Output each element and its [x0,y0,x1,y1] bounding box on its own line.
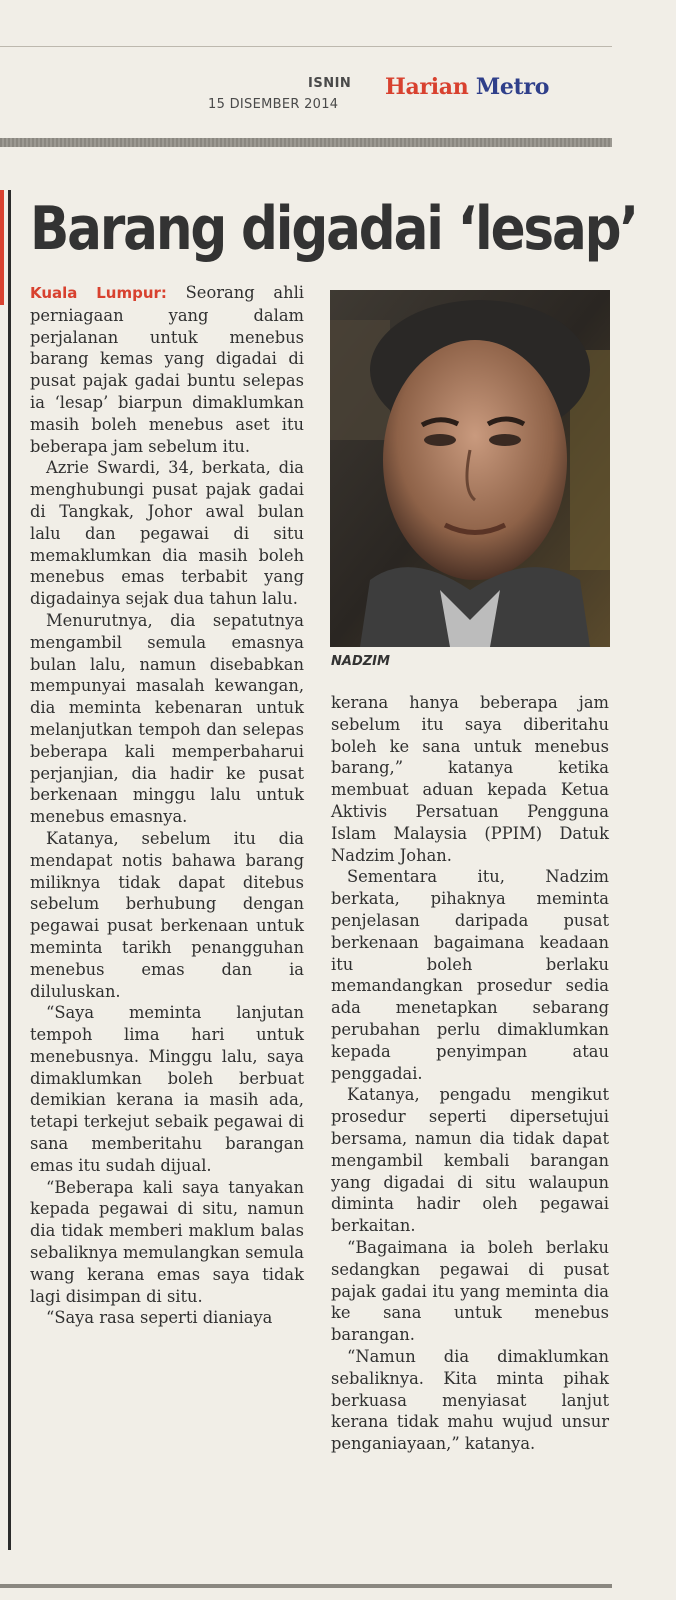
paragraph: Katanya, sebelum itu dia mendapat notis bahawa barang miliknya tidak dapat ditebus sebelum berhubung dengan pegawai pusat berkenaan untuk meminta tarikh penangguhan menebus emas dan ia diluluskan. [30,828,304,1001]
section-marker [0,190,4,305]
paragraph: “Saya meminta lanjutan tempoh lima hari untuk menebusnya. Minggu lalu, saya dimaklumkan boleh berbuat demikian kerana ia masih ada, tetapi terkejut sebaik pegawai di sana memberitahu barangan emas itu sudah dijual. [30,1003,304,1175]
portrait-illustration [330,290,610,647]
logo-harian: Harian [385,74,469,100]
paragraph: “Saya rasa seperti dianiaya [46,1308,273,1328]
column-rule [8,190,11,1550]
masthead-rule [0,138,612,147]
masthead-date: 15 DISEMBER 2014 [208,97,339,112]
paragraph: Menurutnya, dia sepatutnya mengambil semula emasnya bulan lalu, namun disebabkan mempunyai masalah kewangan, dia meminta kebenaran untuk melanjutkan tempoh dan selepas beberapa kali memperbaharui perjanjian, dia hadir ke pusat berkenaan minggu lalu untuk menebus emasnya. [30,610,304,827]
paragraph: “Bagaimana ia boleh berlaku sedangkan pegawai di pusat pajak gadai itu yang meminta dia ke sana untuk menebus barangan. [331,1237,609,1345]
paragraph: kerana hanya beberapa jam sebelum itu saya diberitahu boleh ke sana untuk menebus barang,” katanya ketika membuat aduan kepada Ketua Aktivis Persatuan Pengguna Islam Malaysia (PPIM) Datuk Nadzim Johan. [331,693,609,865]
article-headline: Barang digadai ‘lesap’ [30,194,637,264]
paragraph: Katanya, pengadu mengikut prosedur seperti dipersetujui bersama, namun dia tidak dapat mengambil kembali barangan yang digadai di situ walaupun diminta hadir oleh pegawai berkaitan. [331,1085,609,1236]
article-column-1 [30,282,304,1329]
article-column-2 [331,692,609,1455]
newspaper-logo [385,74,549,100]
dateline: Kuala Lumpur: [30,284,167,302]
paragraph: Sementara itu, Nadzim berkata, pihaknya meminta penjelasan daripada pusat berkenaan bagaimana keadaan itu boleh berlaku memandangkan prosedur sedia ada menetapkan sebarang perubahan perlu dimaklumkan kepada penyimpan atau penggadai. [331,867,609,1083]
top-rule [0,46,612,47]
portrait-photo [330,290,610,647]
photo-caption: NADZIM [331,654,390,669]
paragraph: “Namun dia dimaklumkan sebaliknya. Kita minta pihak berkuasa menyiasat lanjut kerana tidak mahu wujud unsur penganiayaan,” katanya. [331,1346,609,1454]
logo-metro: Metro [475,74,550,100]
lead-text: Seorang ahli perniagaan yang dalam perjalanan untuk menebus barang kemas yang digadai di pusat pajak gadai buntu selepas ia ‘lesap’ biarpun dimaklumkan masih boleh menebus aset itu beberapa jam sebelum itu. [30,283,304,456]
lead-paragraph [30,282,304,457]
masthead-day: ISNIN [308,76,352,91]
bottom-rule [0,1584,612,1588]
paragraph: “Beberapa kali saya tanyakan kepada pegawai di situ, namun dia tidak memberi maklum balas sebaliknya memulangkan semula wang kerana emas saya tidak lagi disimpan di situ. [30,1177,304,1306]
paragraph: Azrie Swardi, 34, berkata, dia menghubungi pusat pajak gadai di Tangkak, Johor awal bulan lalu dan pegawai di situ memaklumkan dia masih boleh menebus emas terbabit yang digadainya sejak dua tahun lalu. [30,458,304,609]
